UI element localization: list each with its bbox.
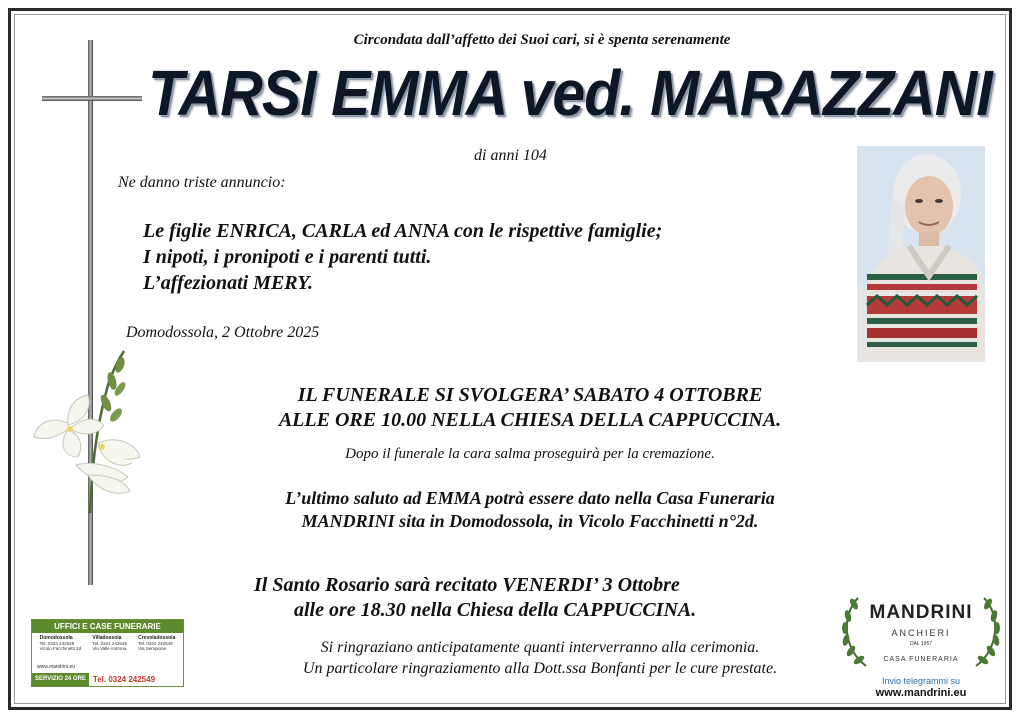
family-line: L’affezionati MERY. xyxy=(143,272,314,294)
place-date: Domodossola, 2 Ottobre 2025 xyxy=(126,324,320,341)
portrait-photo xyxy=(857,146,985,362)
logo-subtitle: ANCHIERI xyxy=(891,628,951,638)
rosary-line: Il Santo Rosario sarà recitato VENERDI’ 3 Ottobre xyxy=(254,574,680,596)
thanks-text xyxy=(230,637,850,679)
office-name: Domodossola xyxy=(39,635,73,641)
funeral-line: ALLE ORE 10.00 NELLA CHIESA DELLA CAPPUCCINA. xyxy=(278,409,782,431)
portrait-image xyxy=(857,146,985,362)
rosary-details xyxy=(254,573,696,623)
office-line: Vicolo Facchinetti 2d xyxy=(39,646,82,651)
thanks-line: Si ringraziano anticipatamente quanti interverranno alla cerimonia. xyxy=(320,639,760,656)
offices-footer xyxy=(32,673,183,686)
offices-badge xyxy=(31,619,184,687)
office-location xyxy=(92,636,127,670)
cross-icon-horizontal xyxy=(42,96,142,101)
age-text: di anni 104 xyxy=(474,147,547,164)
office-line: Tel. 0324 242549 xyxy=(138,641,173,646)
service-label: SERVIZIO 24 ORE xyxy=(32,673,89,686)
telegram-label: Invio telegrammi su xyxy=(881,676,961,686)
logo-brand: MANDRINI xyxy=(869,602,973,623)
office-line: Tel. 0324 242549 xyxy=(92,641,127,646)
phone-number: Tel. 0324 242549 xyxy=(92,675,156,684)
logo-type: CASA FUNERARIA xyxy=(883,656,959,663)
farewell-line: MANDRINI sita in Domodossola, in Vicolo Facchinetti n°2d. xyxy=(301,511,759,531)
farewell-details xyxy=(180,487,880,533)
office-line: Via Sempione xyxy=(138,646,167,651)
website-link[interactable]: www.mandrini.eu xyxy=(875,687,967,699)
flower-icon xyxy=(28,345,158,515)
funeral-line: IL FUNERALE SI SVOLGERA’ SABATO 4 OTTOBRE xyxy=(297,384,763,406)
logo-since: DAL 1957 xyxy=(909,641,933,647)
cremation-note: Dopo il funerale la cara salma proseguirà per la cremazione. xyxy=(345,446,715,462)
funeral-details xyxy=(180,383,880,433)
farewell-line: L’ultimo saluto ad EMMA potrà essere dato nella Casa Funeraria xyxy=(285,488,775,508)
office-line: Via Valle Antrona xyxy=(92,646,127,651)
intro-text: Circondata dall’affetto dei Suoi cari, si è spenta serenamente xyxy=(353,32,731,48)
office-name: Villadossola xyxy=(92,635,122,641)
office-name: Crevoladossola xyxy=(138,635,176,641)
rosary-line: alle ore 18.30 nella Chiesa della CAPPUCCINA. xyxy=(294,599,697,621)
mandrini-logo xyxy=(836,590,1006,702)
office-location xyxy=(138,636,175,670)
offices-website: www.mandrini.eu xyxy=(37,664,76,670)
thanks-line: Un particolare ringraziamento alla Dott.ssa Bonfanti per le cure prestate. xyxy=(302,660,778,677)
family-line: Le figlie ENRICA, CARLA ed ANNA con le rispettive famiglie; xyxy=(143,220,663,242)
offices-header: UFFICI E CASE FUNERARIE xyxy=(32,620,183,633)
deceased-name: TARSI EMMA ved. MARAZZANI xyxy=(148,57,992,129)
family-line: I nipoti, i pronipoti e i parenti tutti. xyxy=(143,246,432,268)
family-list xyxy=(143,218,662,296)
office-line: Tel. 0324 242549 xyxy=(39,641,75,646)
announce-label: Ne danno triste annuncio: xyxy=(118,174,286,191)
